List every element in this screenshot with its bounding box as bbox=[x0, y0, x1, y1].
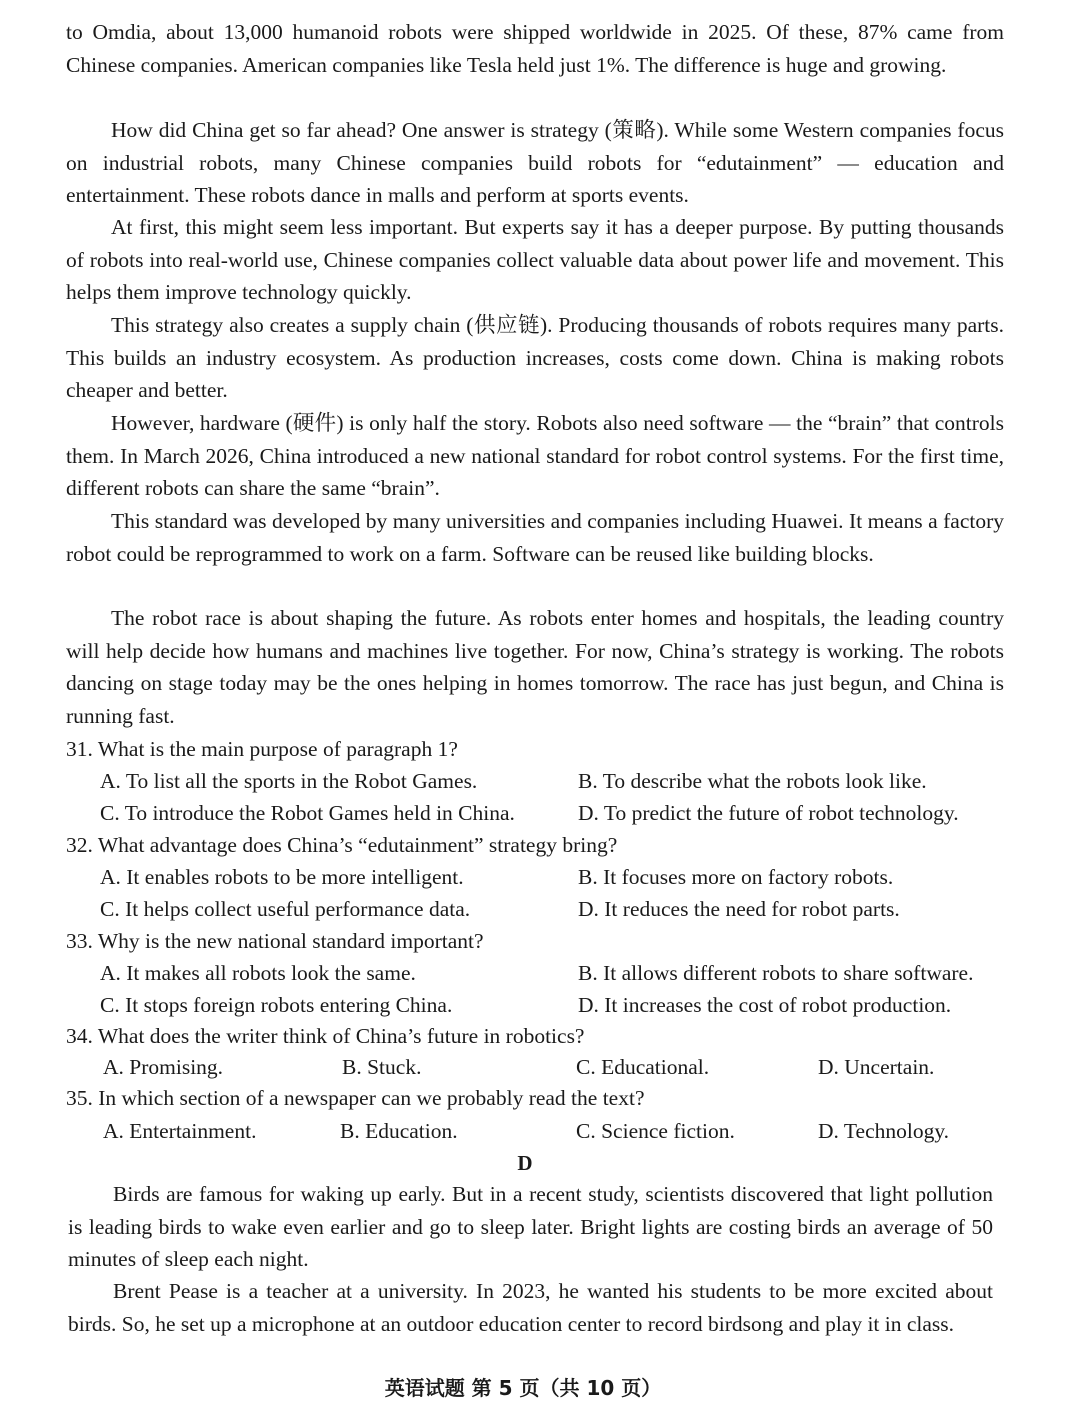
question-35-stem: 35. In which section of a newspaper can we probably read the text? bbox=[66, 1086, 645, 1110]
question-32-option-c: C. It helps collect useful performance data. bbox=[100, 897, 471, 921]
passage-c-paragraph-3: At first, this might seem less important. But experts say it has a deeper purpose. By putting thousands of robots into real-world use, Chinese companies collect valuable data about power life and movement. This helps them improve technology quickly. bbox=[66, 215, 1004, 305]
question-31-stem: 31. What is the main purpose of paragraph 1? bbox=[66, 737, 458, 761]
question-33-option-b: B. It allows different robots to share software. bbox=[578, 961, 974, 985]
question-33-option-a: A. It makes all robots look the same. bbox=[100, 961, 416, 985]
question-34-option-c: C. Educational. bbox=[576, 1055, 710, 1079]
question-34-option-d: D. Uncertain. bbox=[818, 1055, 935, 1079]
question-33-option-d: D. It increases the cost of robot production. bbox=[578, 993, 952, 1017]
question-33-option-c: C. It stops foreign robots entering China. bbox=[100, 993, 453, 1017]
question-35-option-a: A. Entertainment. bbox=[103, 1119, 257, 1143]
question-32-option-b: B. It focuses more on factory robots. bbox=[578, 865, 894, 889]
question-34-stem: 34. What does the writer think of China’s future in robotics? bbox=[66, 1024, 585, 1048]
question-33-stem: 33. Why is the new national standard important? bbox=[66, 929, 484, 953]
question-35-option-b: B. Education. bbox=[340, 1119, 458, 1143]
question-32-option-a: A. It enables robots to be more intelligent. bbox=[100, 865, 464, 889]
passage-c-paragraph-2: How did China get so far ahead? One answer is strategy (策略). While some Western companies focus on industrial robots, many Chinese companies build robots for “edutainment” — education and entertainment. These robots dance in malls and perform at sports events. bbox=[66, 118, 1004, 208]
passage-c-paragraph-5: However, hardware (硬件) is only half the story. Robots also need software — the “brain” that controls them. In March 2026, China introduced a new national standard for robot control systems. For the first time, different robots can share the same “brain”. bbox=[66, 411, 1004, 501]
question-31-option-b: B. To describe what the robots look like. bbox=[578, 769, 927, 793]
question-34-option-a: A. Promising. bbox=[103, 1055, 224, 1079]
question-31-option-a: A. To list all the sports in the Robot Games. bbox=[100, 769, 478, 793]
section-d-title: D bbox=[517, 1151, 533, 1175]
question-32-option-d: D. It reduces the need for robot parts. bbox=[578, 897, 900, 921]
question-35-option-c: C. Science fiction. bbox=[576, 1119, 735, 1143]
passage-d-paragraph-2: Brent Pease is a teacher at a university. In 2023, he wanted his students to be more excited about birds. So, he set up a microphone at an outdoor education center to record birdsong and play it in class. bbox=[68, 1279, 993, 1336]
passage-c-paragraph-7: The robot race is about shaping the future. As robots enter homes and hospitals, the leading country will help decide how humans and machines live together. For now, China’s strategy is working. The robots dancing on stage today may be the ones helping in homes tomorrow. The race has just begun, and China is running fast. bbox=[66, 606, 1004, 728]
page-footer: 英语试题 第 5 页（共 10 页） bbox=[384, 1376, 662, 1400]
passage-d-paragraph-1: Birds are famous for waking up early. But in a recent study, scientists discovered that light pollution is leading birds to wake even earlier and go to sleep later. Bright lights are costing birds an average of 50 minutes of sleep each night. bbox=[68, 1182, 993, 1272]
question-31-option-c: C. To introduce the Robot Games held in China. bbox=[100, 801, 515, 825]
passage-c-paragraph-4: This strategy also creates a supply chain (供应链). Producing thousands of robots requires many parts. This builds an industry ecosystem. As production increases, costs come down. China is making robots cheaper and better. bbox=[66, 313, 1004, 403]
question-31-option-d: D. To predict the future of robot technology. bbox=[578, 801, 959, 825]
passage-c-paragraph-1: to Omdia, about 13,000 humanoid robots were shipped worldwide in 2025. Of these, 87% came from Chinese companies. American companies like Tesla held just 1%. The difference is huge and growing. bbox=[66, 20, 1004, 77]
question-34-option-b: B. Stuck. bbox=[342, 1055, 422, 1079]
passage-c-paragraph-6: This standard was developed by many universities and companies including Huawei. It means a factory robot could be reprogrammed to work on a farm. Software can be reused like building blocks. bbox=[66, 509, 1004, 566]
question-32-stem: 32. What advantage does China’s “edutainment” strategy bring? bbox=[66, 833, 618, 857]
question-35-option-d: D. Technology. bbox=[818, 1119, 950, 1143]
